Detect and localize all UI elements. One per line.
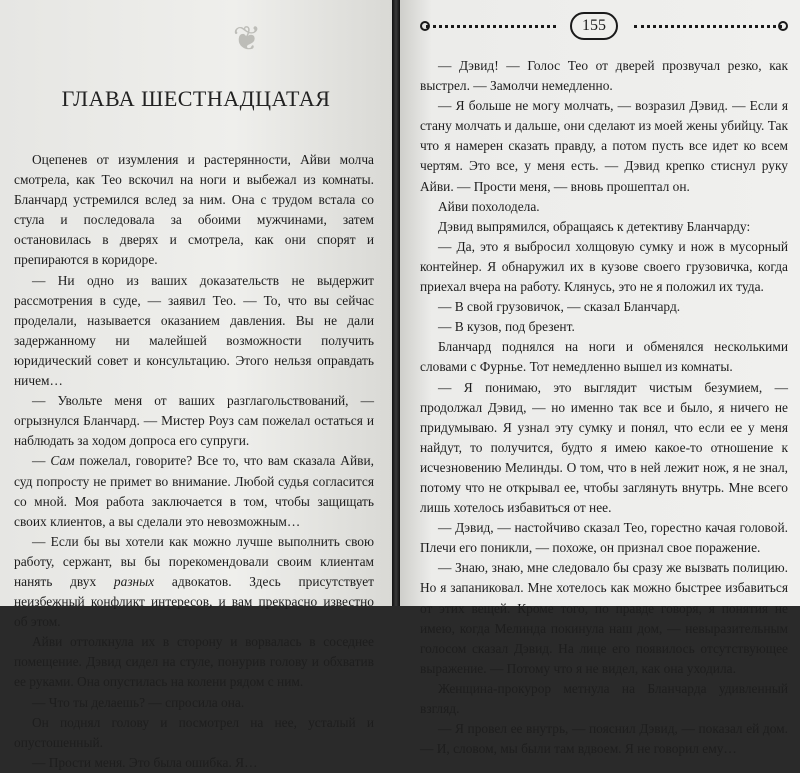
right-page-text (420, 56, 788, 759)
paragraph-text: — Дэвид! — Голос Тео от дверей прозвучал резко, как выстрел. — Замолчи немедленно. (420, 58, 788, 94)
paragraph-text: — В свой грузовичок, — сказал Бланчард. (438, 299, 681, 315)
paragraph-text: — Дэвид, — настойчиво сказал Тео, горестно качая головой. Плечи его поникли, — похоже, он признал свое поражение. (420, 520, 788, 556)
book-gutter (392, 0, 400, 606)
paragraph (420, 297, 788, 317)
paragraph (420, 378, 788, 519)
paragraph (420, 558, 788, 679)
paragraph (14, 632, 374, 692)
paragraph-text: — Если бы вы хотели как можно лучше выполнить свою работу, сержант, вы бы порекомендовали своим клиентам нанять двух (14, 533, 374, 589)
paragraph-text: Оцепенев от изумления и растерянности, Айви молча смотрела, как Тео вскочил на ноги и выбежал из комнаты. Бланчард устремился вслед за ним. Она с трудом встала со стула и последовала за обоими мужчинами, затем остановилась в дверях и смотрела, как они спорят и препираются в коридоре. (14, 152, 374, 268)
paragraph (14, 753, 374, 773)
chapter-title: ГЛАВА ШЕСТНАДЦАТАЯ (61, 86, 331, 111)
page-number-text: 155 (582, 17, 606, 34)
paragraph (420, 337, 788, 377)
paragraph-text: Айви похолодела. (438, 198, 540, 214)
paragraph (420, 56, 788, 96)
chain-ornament-right (634, 25, 782, 28)
emphasis-text: разных (113, 573, 155, 589)
paragraph (14, 271, 374, 392)
paragraph (420, 518, 788, 558)
right-page (400, 0, 800, 757)
paragraph (420, 719, 788, 759)
chain-end-right-icon (778, 21, 788, 31)
paragraph (420, 217, 788, 237)
page-number (570, 12, 618, 40)
paragraph-text: Он поднял голову и посмотрел на нее, усталый и опустошенный. (14, 714, 374, 750)
paragraph (420, 679, 788, 719)
paragraph-text: пожелал, говорите? Все то, что вам сказала Айви, суд попросту не примет во внимание. Любой судья согласится со мной. Моя работа заключается в том, чтобы защищать своих клиентов, а вы сделали это невозможным… (14, 453, 374, 529)
paragraph (420, 96, 788, 196)
page-header-ornament (420, 12, 788, 40)
paragraph (14, 391, 374, 451)
paragraph-text: Женщина-прокурор метнула на Бланчарда удивленный взгляд. (420, 680, 788, 716)
chapter-ornament-icon: ❦ (232, 21, 262, 58)
paragraph-text: — Знаю, знаю, мне следовало бы сразу же вызвать полицию. Но я запаниковал. Мне хотелось как можно быстрее избавиться от этих вещей. Кроме того, по правде говоря, я понятия не имею, когда Мелинда покинула наш дом, — невыразительным голосом сказал Дэвид. На лице его появилось отсутствующее выражение. — Потому что я не видел, как она уходила. (420, 560, 788, 676)
paragraph (14, 713, 374, 753)
paragraph-text: — Что ты делаешь? — спросила она. (32, 694, 245, 710)
paragraph (14, 451, 374, 531)
paragraph-text: адвокатов. Здесь присутствует неизбежный конфликт интересов, и вам прекрасно известно об этом. (14, 573, 374, 630)
paragraph-text: — Я провел ее внутрь, — пояснил Дэвид, — показал ей дом. — И, словом, мы были там вдвоем. Я не говорил ему… (420, 721, 788, 757)
paragraph-text: — Прости меня. Это была ошибка. Я… (32, 754, 258, 770)
paragraph (420, 197, 788, 217)
paragraph-text: — Да, это я выбросил холщовую сумку и нож в мусорный контейнер. Я обнаружил их в кузове своего грузовичка, когда приехал вчера на работу. Клянусь, это не я положил их туда. (420, 238, 788, 295)
paragraph-text: Дэвид выпрямился, обращаясь к детективу Бланчарду: (438, 218, 751, 234)
paragraph (420, 237, 788, 297)
paragraph-text: Айви оттолкнула их в сторону и ворвалась в соседнее помещение. Дэвид сидел на стуле, понурив голову и обхватив ее руками. Она опустилась на колени рядом с ним. (14, 634, 374, 690)
paragraph-text: — Увольте меня от ваших разглагольствований, — огрызнулся Бланчард. — Мистер Роуз сам пожелал остаться и наблюдать за ходом допроса его супруги. (14, 393, 374, 449)
paragraph-text: — Я больше не могу молчать, — возразил Дэвид. — Если я стану молчать и дальше, они сделают из моей жены убийцу. Так что я намерен сказать правду, а потом пусть все идет ко всем чертям. Это все, у меня есть. — Дэвид крепко стиснул руку Айви. — Прости меня, — вновь прошептал он. (420, 98, 788, 194)
paragraph-text: Бланчард поднялся на ноги и обменялся несколькими словами с Фурнье. Тот немедленно вышел из комнаты. (420, 339, 788, 375)
chain-ornament-left (426, 25, 556, 28)
paragraph (14, 693, 374, 713)
paragraph (14, 150, 374, 271)
left-page-text (14, 150, 374, 773)
paragraph-text: — Ни одно из ваших доказательств не выдержит рассмотрения в суде, — заявил Тео. — То, что вы сейчас проделали, называется оказанием давления. Вы не дали задержанному ни малейшей возможности получить юридический совет и консультацию. Этого нельзя оправдать ничем… (14, 272, 374, 389)
paragraph (420, 317, 788, 337)
paragraph (14, 532, 374, 632)
paragraph-text: — (32, 453, 51, 469)
left-page (0, 0, 392, 770)
paragraph-text: — Я понимаю, это выглядит чистым безумием, — продолжал Дэвид, — но именно так все и было, я ничего не придумываю. Я узнал эту сумку и понял, что если ее у меня найдут, то получится, будто я имею какое-то отношение к исчезновению Мелинды. О том, что в ней лежит нож, я не знал, потому что не открывал ее, чтобы заглянуть внутрь. Мне всего лишь хотелось избавиться от нее. (420, 379, 788, 516)
paragraph-text: — В кузов, под брезент. (438, 319, 575, 335)
emphasis-text: Сам (50, 453, 75, 469)
